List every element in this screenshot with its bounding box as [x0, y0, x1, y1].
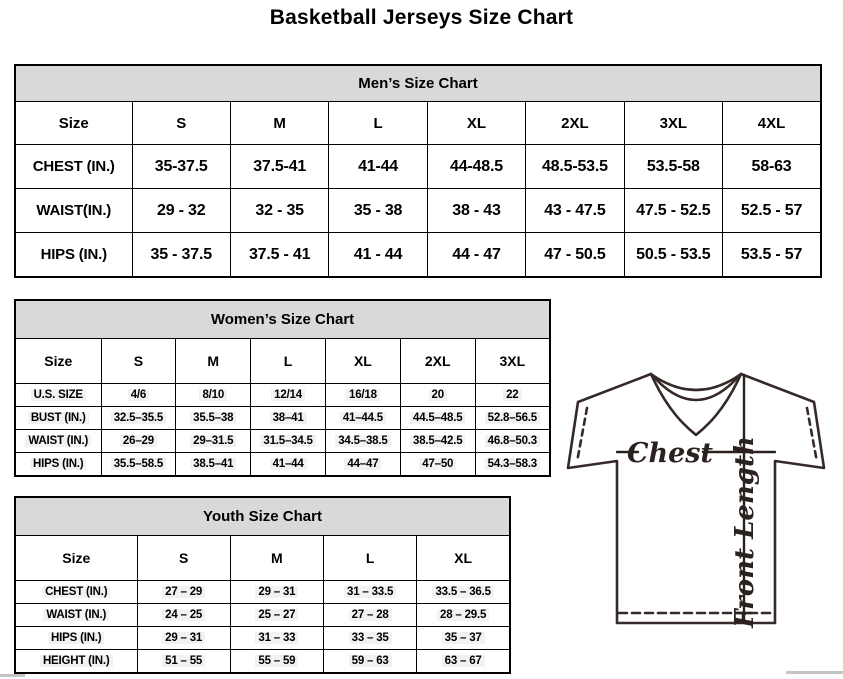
jersey-body-outline [568, 374, 824, 623]
value-cell-text: 16/18 [346, 389, 380, 401]
value-cell [324, 627, 417, 650]
value-cell-text: 35.5–38 [190, 412, 236, 424]
value-cell [417, 627, 510, 650]
value-cell-text: 35.5–58.5 [111, 458, 166, 470]
jersey-collar-mid [653, 376, 739, 400]
size-header-cell-text: L [365, 550, 375, 566]
value-cell [137, 604, 230, 627]
size-header-cell [526, 102, 624, 145]
size-header-cell-text: S [176, 114, 187, 132]
value-cell-text: 44 - 47 [452, 245, 501, 263]
left-cuff-dashed-line [577, 408, 587, 462]
value-cell-text: 12/14 [271, 389, 305, 401]
value-cell [230, 604, 323, 627]
value-cell [324, 604, 417, 627]
size-corner-cell-text: Size [44, 353, 73, 369]
size-header-cell [417, 536, 510, 581]
value-cell-text: 31 – 33 [255, 632, 298, 644]
value-cell-text: 41 - 44 [353, 245, 403, 263]
value-cell [251, 453, 326, 477]
value-cell-text: 31.5–34.5 [260, 435, 315, 447]
value-cell [176, 453, 251, 477]
value-cell-text: 34.5–38.5 [335, 435, 390, 447]
row-label-cell [15, 430, 101, 453]
measurement-row [15, 430, 550, 453]
value-cell [230, 145, 328, 189]
measurement-row [15, 384, 550, 407]
row-label-cell-text: HIPS (IN.) [30, 458, 86, 470]
value-cell-text: 37.5 - 41 [248, 245, 311, 263]
value-cell [526, 233, 624, 278]
size-corner-cell-text: Size [58, 114, 89, 132]
size-header-cell-text: L [283, 353, 293, 369]
size-corner-cell-text: Size [62, 550, 91, 566]
value-cell [526, 145, 624, 189]
size-corner-cell [15, 339, 101, 384]
row-label-cell [15, 233, 132, 278]
value-cell [475, 430, 550, 453]
jersey-outline-svg [556, 362, 838, 634]
row-label-cell [15, 627, 137, 650]
size-header-cell [176, 339, 251, 384]
value-cell [132, 189, 230, 233]
value-cell [723, 145, 821, 189]
size-header-cell-text: XL [454, 550, 473, 566]
value-cell [101, 384, 176, 407]
value-cell [325, 453, 400, 477]
value-cell [427, 145, 525, 189]
value-cell-text: 38.5–42.5 [410, 435, 465, 447]
value-cell [400, 430, 475, 453]
caption-row [15, 65, 821, 102]
size-header-row [15, 102, 821, 145]
size-header-cell [723, 102, 821, 145]
value-cell-text: 53.5 - 57 [740, 245, 803, 263]
row-label-cell [15, 407, 101, 430]
value-cell [400, 384, 475, 407]
value-cell [132, 233, 230, 278]
size-header-cell-text: L [373, 114, 383, 132]
value-cell-text: 50.5 - 53.5 [636, 245, 711, 263]
size-header-cell [101, 339, 176, 384]
row-label-cell-text: U.S. SIZE [31, 389, 86, 401]
row-label-cell-text: CHEST (IN.) [32, 158, 115, 175]
value-cell [427, 189, 525, 233]
size-header-cell [329, 102, 427, 145]
size-header-cell-text: 4XL [757, 114, 786, 132]
value-cell-text: 27 – 28 [349, 609, 392, 621]
row-label-cell-text: HIPS (IN.) [48, 632, 104, 644]
value-cell-text: 24 – 25 [162, 609, 205, 621]
value-cell [427, 233, 525, 278]
row-label-cell [15, 189, 132, 233]
value-cell-text: 38.5–41 [190, 458, 236, 470]
measurement-row [15, 581, 510, 604]
size-header-cell [251, 339, 326, 384]
row-label-cell-text: WAIST (IN.) [25, 435, 91, 447]
value-cell-text: 52.8–56.5 [485, 412, 540, 424]
value-cell [417, 650, 510, 674]
row-label-cell [15, 453, 101, 477]
value-cell [723, 233, 821, 278]
size-header-cell [325, 339, 400, 384]
value-cell [624, 145, 722, 189]
size-header-cell-text: M [207, 353, 220, 369]
value-cell [101, 407, 176, 430]
size-corner-cell [15, 102, 132, 145]
value-cell-text: 20 [429, 389, 447, 401]
value-cell [137, 627, 230, 650]
size-header-cell-text: 3XL [659, 114, 688, 132]
value-cell-text: 54.3–58.3 [485, 458, 540, 470]
size-header-row [15, 536, 510, 581]
value-cell-text: 51 – 55 [162, 655, 205, 667]
value-cell-text: 37.5-41 [253, 157, 307, 175]
value-cell [329, 145, 427, 189]
value-cell [176, 430, 251, 453]
row-label-cell-text: HIPS (IN.) [40, 246, 107, 263]
value-cell-text: 35 - 37.5 [150, 245, 212, 263]
value-cell [324, 581, 417, 604]
value-cell-text: 35-37.5 [154, 157, 208, 175]
table-caption: Men’s Size Chart [15, 65, 821, 102]
row-label-cell [15, 384, 101, 407]
value-cell [475, 407, 550, 430]
size-header-cell-text: M [273, 114, 286, 132]
youth-size-table [14, 496, 511, 674]
value-cell [526, 189, 624, 233]
table-caption: Women’s Size Chart [15, 300, 550, 339]
value-cell-text: 59 – 63 [349, 655, 392, 667]
value-cell [325, 384, 400, 407]
value-cell [475, 453, 550, 477]
value-cell-text: 25 – 27 [255, 609, 298, 621]
measurement-row [15, 189, 821, 233]
size-header-cell [230, 536, 323, 581]
size-corner-cell [15, 536, 137, 581]
value-cell [723, 189, 821, 233]
row-label-cell-text: WAIST (IN.) [43, 609, 109, 621]
value-cell [417, 581, 510, 604]
row-label-cell-text: HEIGHT (IN.) [40, 655, 113, 667]
value-cell-text: 38 - 43 [452, 201, 501, 219]
size-header-cell [400, 339, 475, 384]
chest-label: Chest [627, 438, 713, 469]
value-cell [230, 189, 328, 233]
value-cell [417, 604, 510, 627]
measurement-row [15, 233, 821, 278]
value-cell [251, 430, 326, 453]
value-cell [132, 145, 230, 189]
value-cell-text: 31 – 33.5 [344, 586, 396, 598]
value-cell-text: 43 - 47.5 [544, 201, 606, 219]
value-cell-text: 38–41 [270, 412, 307, 424]
value-cell-text: 53.5-58 [646, 157, 700, 175]
value-cell-text: 28 – 29.5 [437, 609, 489, 621]
value-cell-text: 47.5 - 52.5 [636, 201, 711, 219]
value-cell-text: 29 – 31 [162, 632, 205, 644]
value-cell-text: 35 – 37 [442, 632, 485, 644]
measurement-row [15, 627, 510, 650]
front-length-label: Front Length [730, 436, 760, 628]
value-cell-text: 52.5 - 57 [740, 201, 803, 219]
value-cell-text: 33.5 – 36.5 [432, 586, 493, 598]
size-header-cell [137, 536, 230, 581]
value-cell-text: 22 [503, 389, 521, 401]
measurement-row [15, 650, 510, 674]
value-cell-text: 4/6 [128, 389, 149, 401]
size-header-cell-text: 3XL [499, 353, 526, 369]
value-cell-text: 41-44 [358, 157, 399, 175]
value-cell-text: 44–47 [344, 458, 381, 470]
mens-size-table [14, 64, 822, 278]
value-cell [624, 189, 722, 233]
size-header-cell-text: S [178, 550, 189, 566]
value-cell [176, 407, 251, 430]
value-cell-text: 46.8–50.3 [485, 435, 540, 447]
jersey-diagram [556, 362, 838, 634]
size-header-cell [624, 102, 722, 145]
value-cell-text: 63 – 67 [442, 655, 485, 667]
value-cell-text: 27 – 29 [162, 586, 205, 598]
value-cell [325, 430, 400, 453]
value-cell [230, 627, 323, 650]
value-cell-text: 32 - 35 [255, 201, 304, 219]
value-cell-text: 58-63 [751, 157, 792, 175]
caption-row [15, 497, 510, 536]
value-cell-text: 35 - 38 [353, 201, 403, 219]
value-cell-text: 26–29 [120, 435, 157, 447]
size-header-cell-text: S [133, 353, 144, 369]
value-cell [324, 650, 417, 674]
size-header-cell-text: 2XL [424, 353, 451, 369]
value-cell-text: 41–44 [270, 458, 307, 470]
value-cell [101, 453, 176, 477]
value-cell [230, 233, 328, 278]
cropped-fragment-right [786, 671, 843, 674]
row-label-cell [15, 604, 137, 627]
value-cell-text: 8/10 [199, 389, 227, 401]
size-header-cell [427, 102, 525, 145]
size-header-cell [324, 536, 417, 581]
measurement-row [15, 145, 821, 189]
size-header-cell-text: 2XL [561, 114, 589, 132]
value-cell [137, 581, 230, 604]
value-cell [329, 189, 427, 233]
value-cell [251, 407, 326, 430]
row-label-cell [15, 145, 132, 189]
page-title: Basketball Jerseys Size Chart [269, 6, 574, 29]
size-header-cell-text: M [271, 550, 283, 566]
row-label-cell [15, 650, 137, 674]
row-label-cell [15, 581, 137, 604]
size-header-cell [475, 339, 550, 384]
value-cell [329, 233, 427, 278]
value-cell [176, 384, 251, 407]
value-cell [137, 650, 230, 674]
value-cell-text: 48.5-53.5 [541, 157, 608, 175]
table-caption: Youth Size Chart [15, 497, 510, 536]
size-header-cell-text: XL [353, 353, 372, 369]
measurement-row [15, 604, 510, 627]
value-cell-text: 55 – 59 [255, 655, 298, 667]
value-cell [400, 453, 475, 477]
value-cell-text: 33 – 35 [349, 632, 392, 644]
value-cell [101, 430, 176, 453]
row-label-cell-text: WAIST(IN.) [36, 202, 112, 219]
value-cell [325, 407, 400, 430]
size-header-row [15, 339, 550, 384]
value-cell-text: 47 - 50.5 [544, 245, 606, 263]
value-cell-text: 47–50 [419, 458, 456, 470]
womens-size-table [14, 299, 551, 477]
value-cell-text: 44-48.5 [450, 157, 503, 175]
value-cell [251, 384, 326, 407]
value-cell-text: 32.5–35.5 [111, 412, 166, 424]
size-header-cell-text: XL [466, 114, 487, 132]
value-cell-text: 29 – 31 [255, 586, 298, 598]
value-cell [624, 233, 722, 278]
size-header-cell [230, 102, 328, 145]
measurement-row [15, 453, 550, 477]
value-cell [230, 650, 323, 674]
row-label-cell-text: BUST (IN.) [28, 412, 89, 424]
size-header-cell [132, 102, 230, 145]
value-cell [475, 384, 550, 407]
value-cell-text: 29–31.5 [190, 435, 236, 447]
measurement-row [15, 407, 550, 430]
value-cell-text: 44.5–48.5 [410, 412, 465, 424]
caption-row [15, 300, 550, 339]
row-label-cell-text: CHEST (IN.) [42, 586, 110, 598]
value-cell-text: 29 - 32 [157, 201, 206, 219]
value-cell-text: 41–44.5 [340, 412, 386, 424]
value-cell [230, 581, 323, 604]
value-cell [400, 407, 475, 430]
cropped-fragment-left [0, 674, 25, 677]
